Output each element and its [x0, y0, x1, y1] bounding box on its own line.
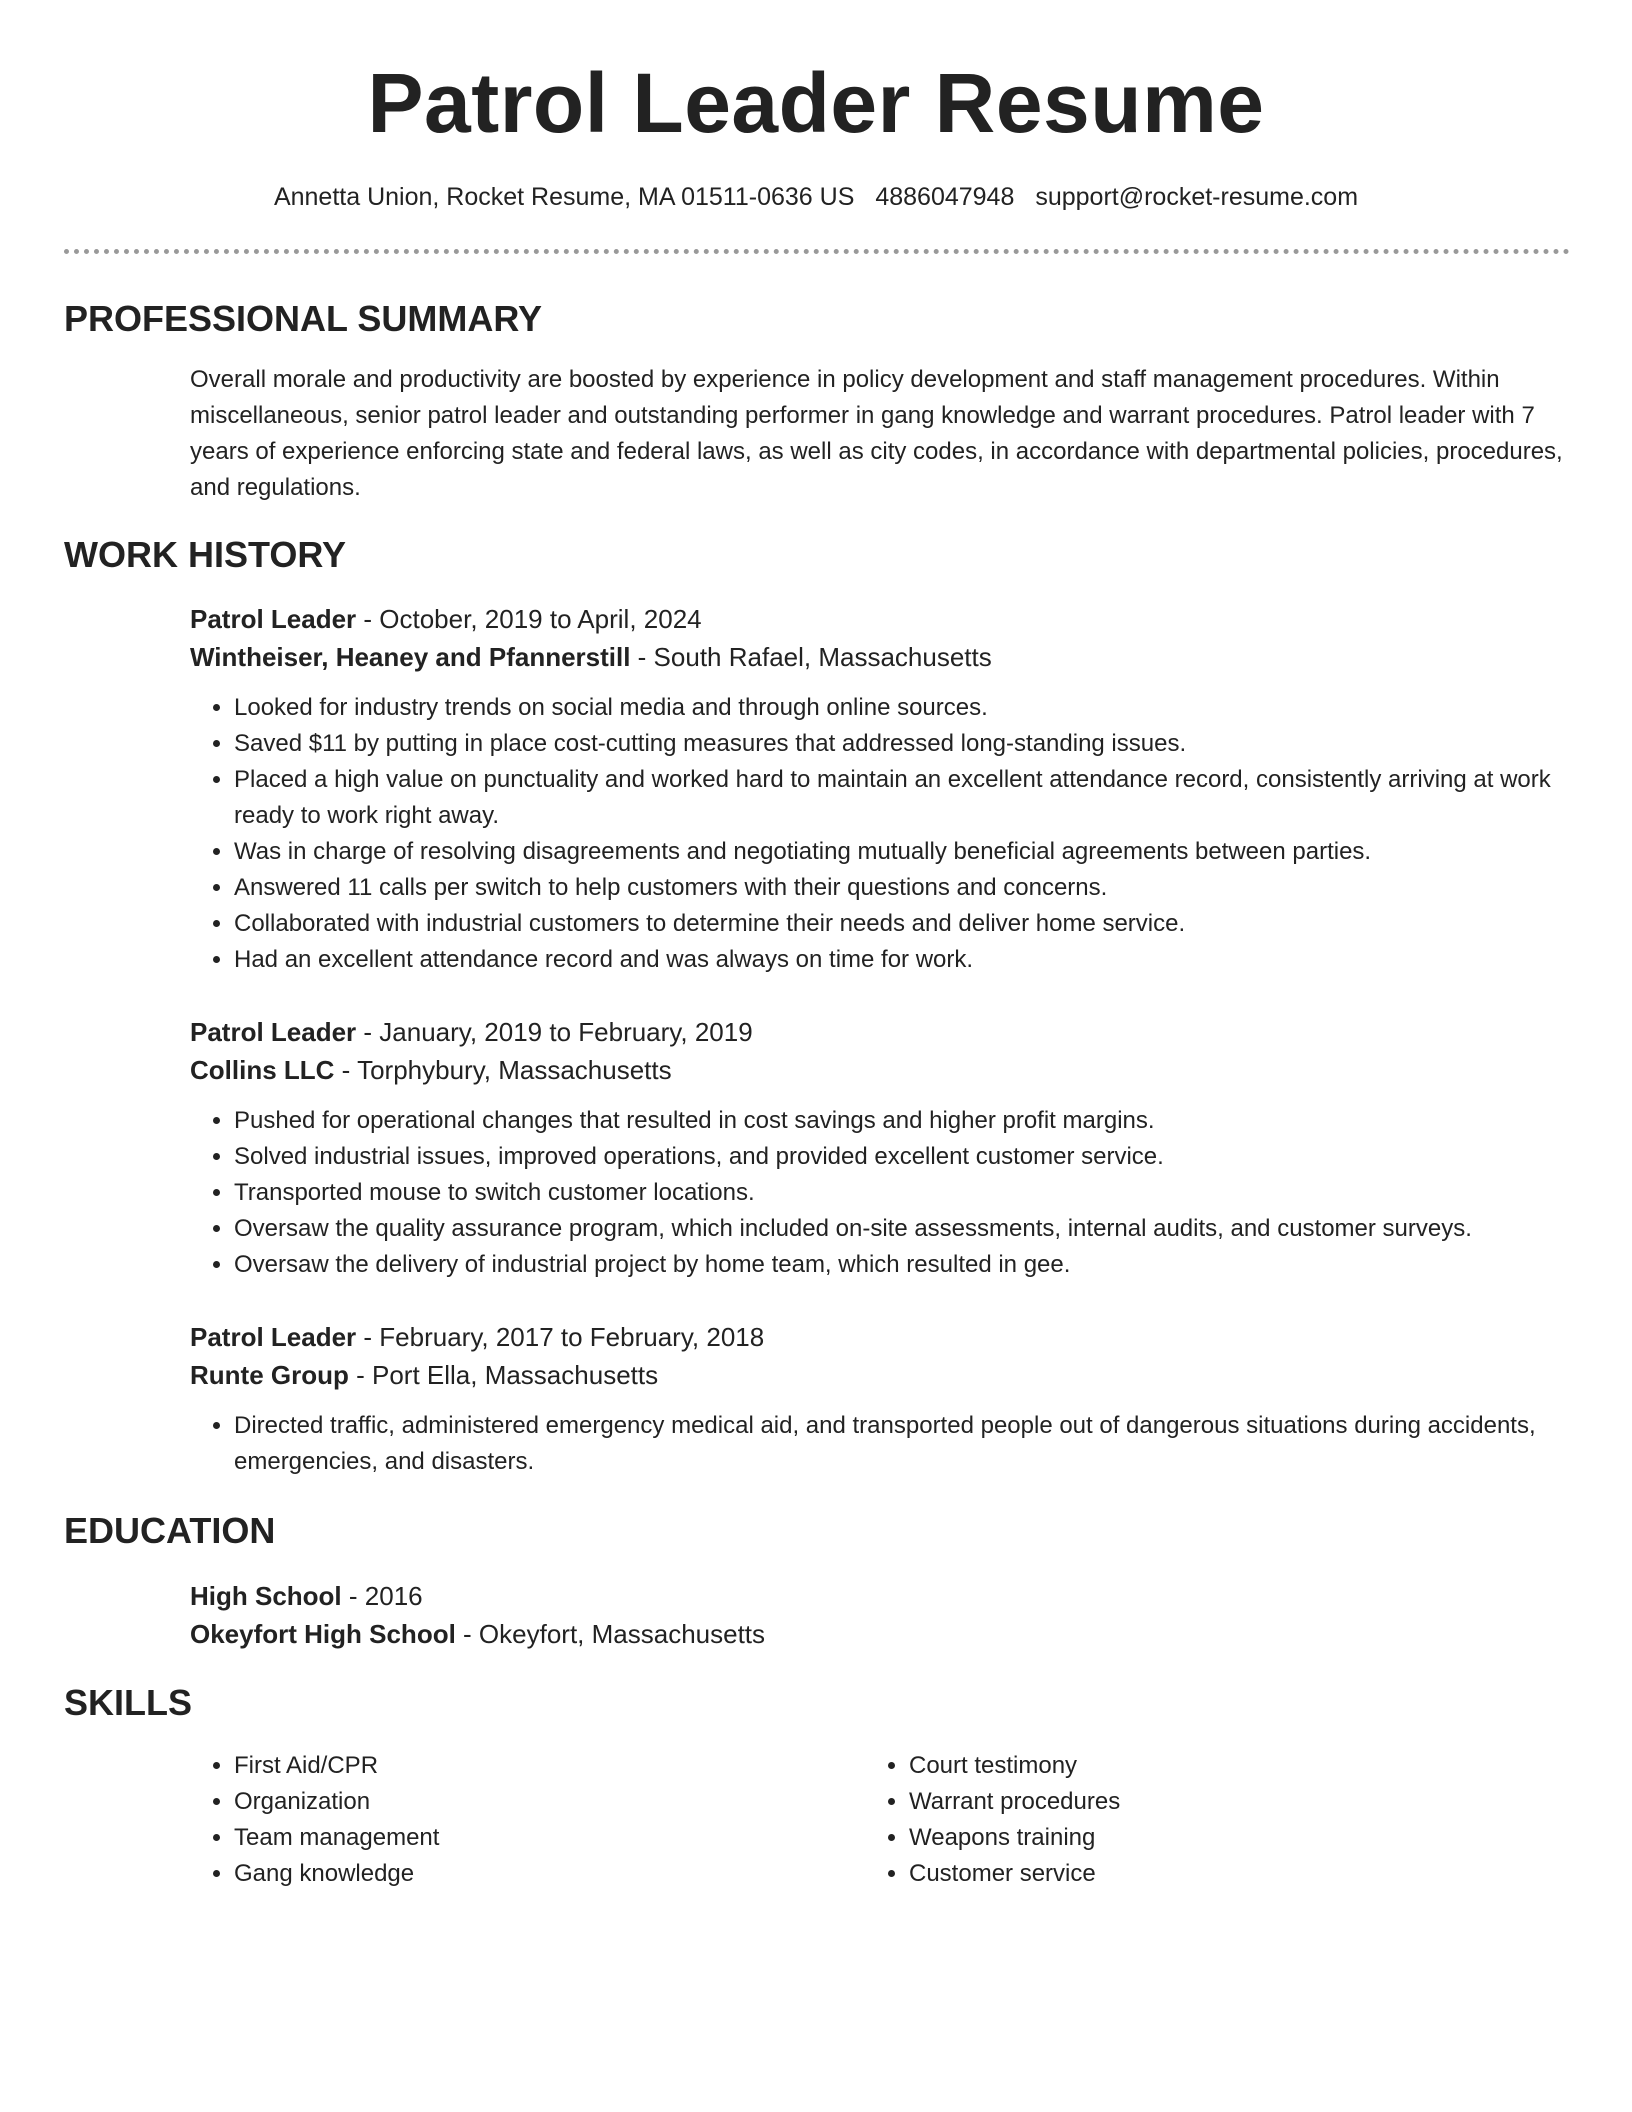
job-title: Patrol Leader [190, 604, 357, 634]
job-entry [190, 600, 1570, 978]
job-bullet: • Answered 11 calls per switch to help customers with their questions and concerns. [234, 870, 1570, 906]
job-bullet: • Solved industrial issues, improved operations, and provided excellent customer service. [234, 1139, 1570, 1175]
job-title: Patrol Leader [190, 1322, 357, 1352]
education-school: Okeyfort High School [190, 1619, 456, 1649]
contact-phone: 4886047948 [875, 183, 1015, 211]
job-title-line [190, 1318, 1570, 1356]
job-title-line [190, 600, 1570, 638]
job-company-line [190, 1051, 1570, 1089]
skill-item: • Weapons training [909, 1820, 1465, 1856]
job-location: - South Rafael, Massachusetts [630, 642, 992, 672]
skills-list [190, 1748, 790, 1892]
education-degree: High School [190, 1581, 342, 1611]
header-divider [64, 249, 1570, 254]
job-bullets [190, 1408, 1570, 1480]
job-bullets [190, 690, 1570, 978]
summary-heading: PROFESSIONAL SUMMARY [64, 298, 543, 339]
education-heading: EDUCATION [64, 1510, 276, 1551]
skill-item: • Organization [234, 1784, 790, 1820]
contact-line [0, 180, 1632, 214]
contact-email: support@rocket-resume.com [1035, 183, 1359, 211]
skill-item: • Team management [234, 1820, 790, 1856]
job-location: - Torphybury, Massachusetts [334, 1055, 672, 1085]
skill-item: • Court testimony [909, 1748, 1465, 1784]
resume-title: Patrol Leader Resume [367, 56, 1265, 150]
education-entry [190, 1577, 1570, 1653]
job-bullet: • Collaborated with industrial customers to determine their needs and deliver home service. [234, 906, 1570, 942]
job-company: Wintheiser, Heaney and Pfannerstill [190, 642, 631, 672]
education-location: - Okeyfort, Massachusetts [455, 1619, 766, 1649]
job-title-line [190, 1013, 1570, 1051]
job-company: Collins LLC [190, 1055, 335, 1085]
job-location: - Port Ella, Massachusetts [348, 1360, 659, 1390]
job-bullet: • Transported mouse to switch customer locations. [234, 1175, 1570, 1211]
job-bullet: • Placed a high value on punctuality and worked hard to maintain an excellent attendance record, consistently arriving at work ready to work right away. [234, 762, 1570, 834]
skills-heading: SKILLS [64, 1682, 193, 1723]
skills-column-left [190, 1748, 790, 1892]
education-year: - 2016 [341, 1581, 423, 1611]
job-bullet: • Saved $11 by putting in place cost-cutting measures that addressed long-standing issues. [234, 726, 1570, 762]
skills-list [865, 1748, 1465, 1892]
skills-column-right [865, 1748, 1465, 1892]
job-company-line [190, 638, 1570, 676]
job-dates: - January, 2019 to February, 2019 [356, 1017, 753, 1047]
job-dates: - October, 2019 to April, 2024 [356, 604, 702, 634]
job-entry [190, 1013, 1570, 1283]
job-bullet: • Pushed for operational changes that resulted in cost savings and higher profit margins. [234, 1103, 1570, 1139]
job-entry [190, 1318, 1570, 1480]
education-school-line [190, 1615, 1570, 1653]
work-history-heading: WORK HISTORY [64, 534, 347, 575]
job-bullet: • Oversaw the quality assurance program, which included on-site assessments, internal audits, and customer surveys. [234, 1211, 1570, 1247]
job-company: Runte Group [190, 1360, 349, 1390]
job-bullet: • Had an excellent attendance record and was always on time for work. [234, 942, 1570, 978]
job-bullet: • Oversaw the delivery of industrial project by home team, which resulted in gee. [234, 1247, 1570, 1283]
skill-item: • Customer service [909, 1856, 1465, 1892]
skill-item: • Gang knowledge [234, 1856, 790, 1892]
skill-item: • Warrant procedures [909, 1784, 1465, 1820]
job-bullet: • Was in charge of resolving disagreements and negotiating mutually beneficial agreements between parties. [234, 834, 1570, 870]
summary-text: Overall morale and productivity are boosted by experience in policy development and staff management procedures. Within miscellaneous, senior patrol leader and outstanding performer in gang knowledge and warrant procedures. Patrol leader with 7 years of experience enforcing state and federal laws, as well as city codes, in accordance with departmental policies, procedures, and regulations. [190, 366, 1563, 501]
job-bullets [190, 1103, 1570, 1283]
job-company-line [190, 1356, 1570, 1394]
job-dates: - February, 2017 to February, 2018 [356, 1322, 765, 1352]
job-title: Patrol Leader [190, 1017, 357, 1047]
skill-item: • First Aid/CPR [234, 1748, 790, 1784]
job-bullet: • Directed traffic, administered emergency medical aid, and transported people out of dangerous situations during accidents, emergencies, and disasters. [234, 1408, 1570, 1480]
contact-address: Annetta Union, Rocket Resume, MA 01511-0636 US [273, 183, 855, 211]
education-degree-line [190, 1577, 1570, 1615]
job-bullet: • Looked for industry trends on social media and through online sources. [234, 690, 1570, 726]
